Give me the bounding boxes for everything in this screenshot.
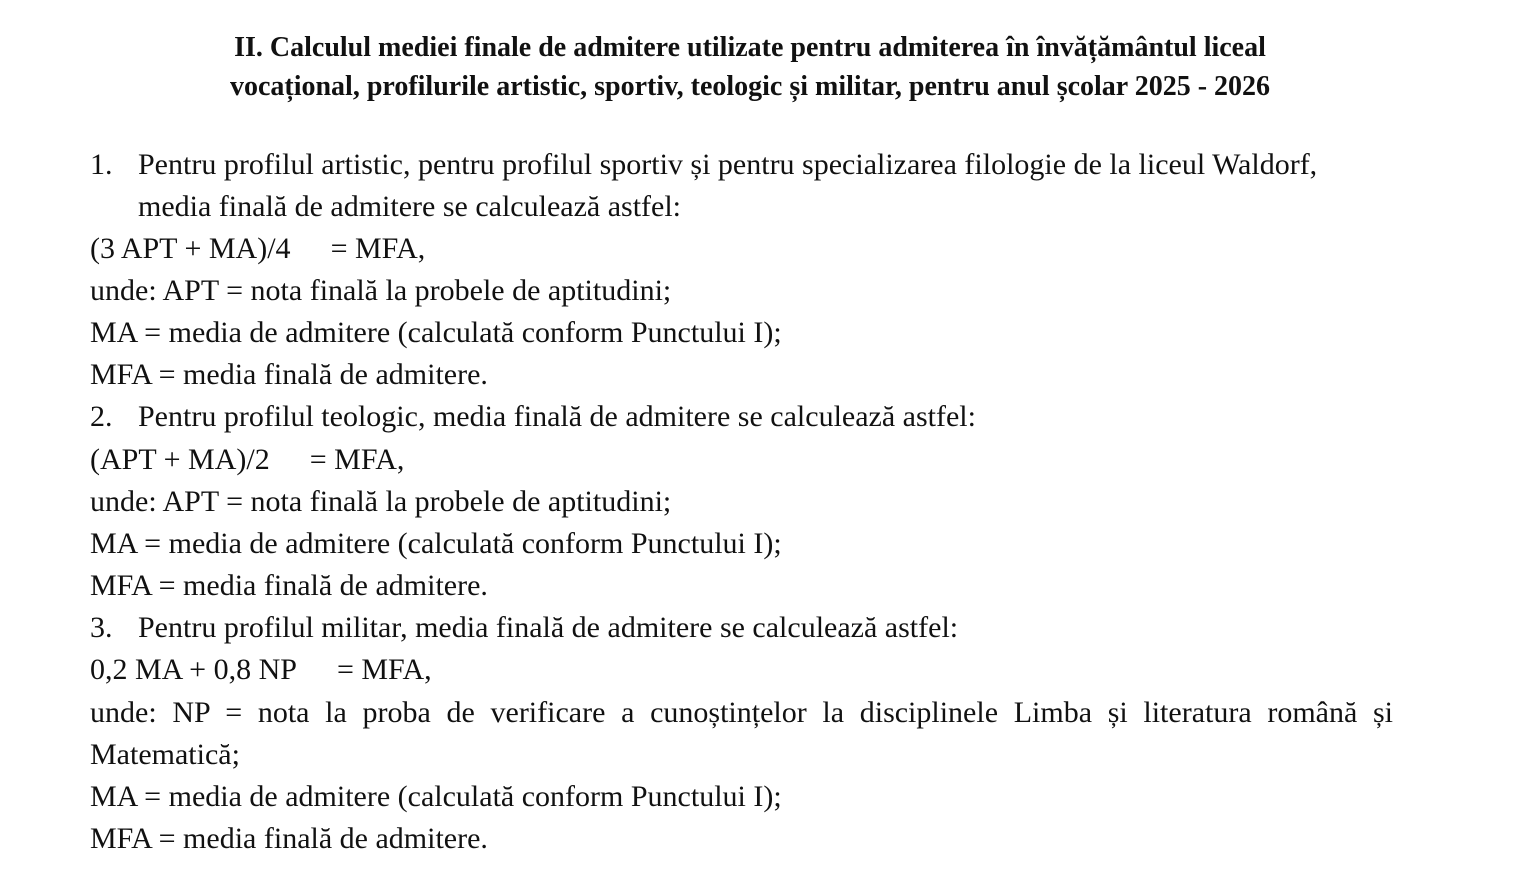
section-2-intro-text: Pentru profilul teologic, media finală de admitere se calculează astfel: — [138, 400, 976, 433]
section-2-formula-left: (APT + MA)/2 — [90, 443, 270, 476]
section-1-number: 1. — [90, 148, 113, 181]
section-2-definition-mfa: MFA = media finală de admitere. — [90, 569, 488, 602]
section-2-formula-right: = MFA, — [309, 443, 405, 476]
section-1-formula — [90, 229, 425, 269]
section-3-formula-right: = MFA, — [336, 653, 432, 686]
section-1-definition-ma: MA = media de admitere (calculată conform Punctului I); — [90, 316, 782, 349]
section-2-formula — [90, 440, 404, 480]
section-3-definition-mfa: MFA = media finală de admitere. — [90, 822, 488, 855]
section-3-intro-text: Pentru profilul militar, media finală de admitere se calculează astfel: — [138, 611, 959, 644]
section-1-intro-text: Pentru profilul artistic, pentru profilul sportiv și pentru specializarea filologie de la liceul Waldorf, — [138, 148, 1318, 181]
section-2-definition-apt: unde: APT = nota finală la probele de aptitudini; — [90, 485, 672, 518]
section-1-formula-left: (3 APT + MA)/4 — [90, 232, 291, 265]
section-1-definition-apt: unde: APT = nota finală la probele de aptitudini; — [90, 274, 672, 307]
section-3-definition-ma: MA = media de admitere (calculată conform Punctului I); — [90, 780, 782, 813]
section-1-definition-mfa: MFA = media finală de admitere. — [90, 358, 488, 391]
section-1-intro-line-2: media finală de admitere se calculează astfel: — [138, 190, 682, 223]
section-3-definition-np-line-2: Matematică; — [90, 738, 240, 771]
section-3-definition-np-line-1: unde: NP = nota la proba de verificare a cunoștințelor la disciplinele Limba și literatura română și — [90, 696, 1393, 729]
section-3-formula-left: 0,2 MA + 0,8 NP — [90, 653, 297, 686]
section-2-number: 2. — [90, 400, 113, 433]
section-3-formula — [90, 650, 432, 690]
section-3-intro — [90, 608, 958, 648]
section-1-intro-line-1 — [90, 145, 1317, 185]
section-2-intro — [90, 397, 976, 437]
document-title-line-1: II. Calculul mediei finale de admitere utilizate pentru admiterea în învățământul liceal — [234, 32, 1266, 63]
section-2-definition-ma: MA = media de admitere (calculată conform Punctului I); — [90, 527, 782, 560]
section-1-formula-right: = MFA, — [330, 232, 426, 265]
document-title-line-2: vocațional, profilurile artistic, sportiv, teologic și militar, pentru anul școlar 2025 - 2026 — [229, 71, 1271, 102]
section-3-number: 3. — [90, 611, 113, 644]
